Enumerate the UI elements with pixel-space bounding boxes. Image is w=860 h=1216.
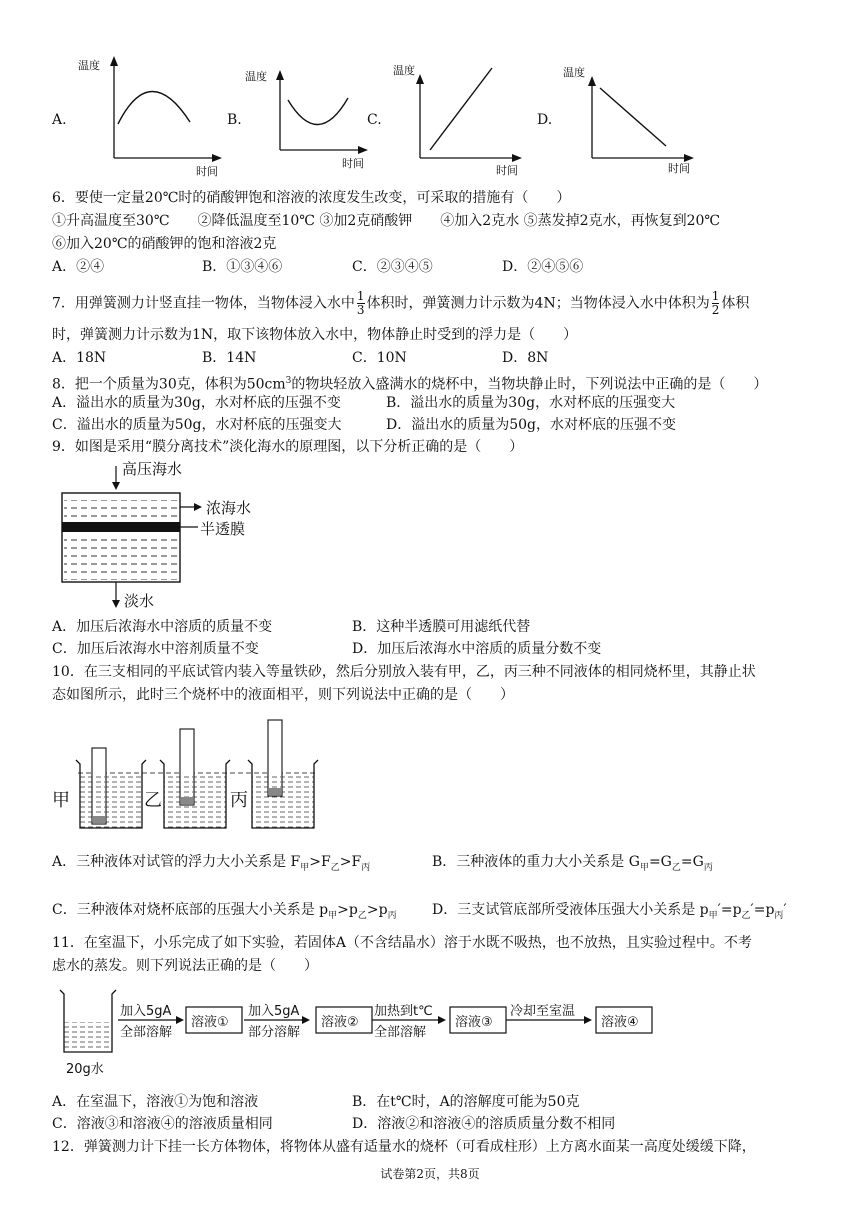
q8-option-b: B．溢出水的质量为30g，水对杯底的压强变大 [386, 395, 676, 411]
graph-b-xlabel: 时间 [342, 157, 364, 170]
page-footer: 试卷第2页，共8页 [380, 1167, 480, 1181]
q6-option-c: C．②③④⑤ [352, 259, 433, 275]
flow-box-2: 溶液② [321, 1015, 359, 1030]
q11-option-a: A．在室温下，溶液①为饱和溶液 [52, 1094, 259, 1110]
graph-b-letter: B. [227, 112, 242, 128]
q7-fraction-1: $\frac{1}{3}$ [356, 289, 365, 317]
graph-c-ylabel: 温度 [393, 64, 415, 77]
q11-option-b: B．在t℃时，A的溶解度可能为50克 [352, 1094, 580, 1110]
q10-option-d: D．三支试管底部所受液体压强大小关系是 $p_甲'=p_乙'=p_丙'$ [432, 902, 787, 921]
q10-stem-line2: 态如图所示，此时三个烧杯中的液面相平，则下列说法中正确的是（ ） [52, 687, 514, 703]
graph-a-ylabel: 温度 [78, 59, 100, 72]
flow-step1-top: 加入5gA [120, 1004, 172, 1019]
flow-water-label: 20g水 [66, 1062, 104, 1077]
graph-a-xlabel: 时间 [196, 165, 218, 178]
q8-option-d: D．溢出水的质量为50g，水对杯底的压强不变 [386, 417, 676, 433]
flow-step1-bottom: 全部溶解 [120, 1025, 173, 1040]
q6-option-d: D．②④⑤⑥ [502, 259, 584, 275]
q10-option-b: B．三种液体的重力大小关系是 $G_甲=G_乙=G_丙$ [432, 854, 713, 873]
q6-measures-line2: ⑥加入20℃的硝酸钾的饱和溶液2克 [52, 236, 277, 252]
q10-option-a: A．三种液体对试管的浮力大小关系是 $F_甲>F_乙>F_丙$ [52, 854, 371, 873]
flow-step2-top: 加入5gA [248, 1004, 300, 1019]
flow-box-4: 溶液④ [601, 1015, 639, 1030]
graph-d-letter: D. [537, 112, 553, 128]
q10-option-c: C．三种液体对烧杯底部的压强大小关系是 $p_甲>p_乙>p_丙$ [52, 902, 397, 921]
q7-text-b: 体积时，弹簧测力计示数为4N；当物体浸入水中体积为 [366, 295, 710, 312]
diagram-label-membrane: 半透膜 [200, 520, 246, 538]
diagram-label-top: 高压海水 [122, 460, 183, 478]
flow-box-1: 溶液① [191, 1015, 229, 1030]
q12-stem: 12．弹簧测力计下挂一长方体物体，将物体从盛有适量水的烧杯（可看成柱形）上方离水面某一高度处缓缓下降， [52, 1139, 756, 1155]
q11-option-d: D．溶液②和溶液④的溶质质量分数不相同 [352, 1116, 616, 1132]
q7-option-a: A．18N [52, 350, 107, 366]
flow-step3-top: 加热到t℃ [374, 1004, 433, 1019]
q11-option-c: C．溶液③和溶液④的溶液质量相同 [52, 1116, 273, 1132]
diagram-label-concentrate: 浓海水 [206, 499, 252, 517]
graph-a-letter: A. [52, 112, 67, 128]
q10-stem-line1: 10．在三支相同的平底试管内装入等量铁砂，然后分别放入装有甲，乙，丙三种不同液体的相同烧杯里，其静止状 [52, 664, 756, 680]
q6-stem: 6．要使一定量20℃时的硝酸钾饱和溶液的浓度发生改变，可采取的措施有（ ） [52, 190, 571, 206]
q7-option-d: D．8N [502, 350, 549, 366]
q9-option-d: D．加压后浓海水中溶质的质量分数不变 [352, 641, 602, 657]
q7-option-b: B．14N [202, 350, 257, 366]
graph-c-xlabel: 时间 [496, 164, 518, 177]
q8-option-a: A．溢出水的质量为30g，水对杯底的压强不变 [52, 395, 341, 411]
flow-step4-top: 冷却至室温 [510, 1004, 576, 1019]
q7-line2: 时，弹簧测力计示数为1N，取下该物体放入水中，物体静止时受到的浮力是（ ） [52, 327, 578, 343]
q9-option-b: B．这种半透膜可用滤纸代替 [352, 619, 531, 635]
q11-stem-line2: 虑水的蒸发。则下列说法正确的是（ ） [52, 958, 318, 974]
q11-stem-line1: 11．在室温下，小乐完成了如下实验，若固体A（不含结晶水）溶于水既不吸热，也不放热，且实验过程中。不考 [52, 935, 752, 951]
q8-stem: 8．把一个质量为30克，体积为$50cm^3$的物块轻放入盛满水的烧杯中，当物块静止时，下列说法中正确的是（ ） [52, 376, 768, 393]
q9-option-c: C．加压后浓海水中溶剂质量不变 [52, 641, 259, 657]
graph-d-xlabel: 时间 [668, 162, 690, 175]
q6-option-b: B．①③④⑥ [202, 259, 283, 275]
q7-option-c: C．10N [352, 350, 407, 366]
q6-option-a: A．②④ [52, 259, 105, 275]
q8-volume: 50cm [246, 376, 286, 393]
beaker-label-yi: 乙 [144, 790, 162, 811]
flow-box-3: 溶液③ [455, 1015, 493, 1030]
graph-d-ylabel: 温度 [563, 66, 585, 79]
q9-option-a: A．加压后浓海水中溶质的质量不变 [52, 619, 273, 635]
flow-step3-bottom: 全部溶解 [374, 1025, 427, 1040]
q8-option-c: C．溢出水的质量为50g，水对杯底的压强变大 [52, 417, 342, 433]
beaker-label-bing: 丙 [230, 790, 248, 811]
q6-measures-line1: ①升高温度至30℃ ②降低温度至10℃ ③加2克硝酸钾 ④加入2克水 ⑤蒸发掉2克水，再恢复到20℃ [52, 213, 721, 229]
q7-text-a: 7．用弹簧测力计竖直挂一物体，当物体浸入水中 [52, 295, 355, 312]
graph-c-letter: C. [367, 112, 382, 128]
graph-b-ylabel: 温度 [245, 70, 267, 83]
beaker-label-jia: 甲 [52, 790, 70, 811]
diagram-label-bottom: 淡水 [124, 592, 155, 610]
q7-text-c: 体积 [721, 295, 750, 312]
q9-stem: 9．如图是采用“膜分离技术”淡化海水的原理图，以下分析正确的是（ ） [52, 439, 524, 455]
q7-fraction-2: $\frac{1}{2}$ [711, 289, 720, 317]
flow-step2-bottom: 部分溶解 [248, 1025, 301, 1040]
